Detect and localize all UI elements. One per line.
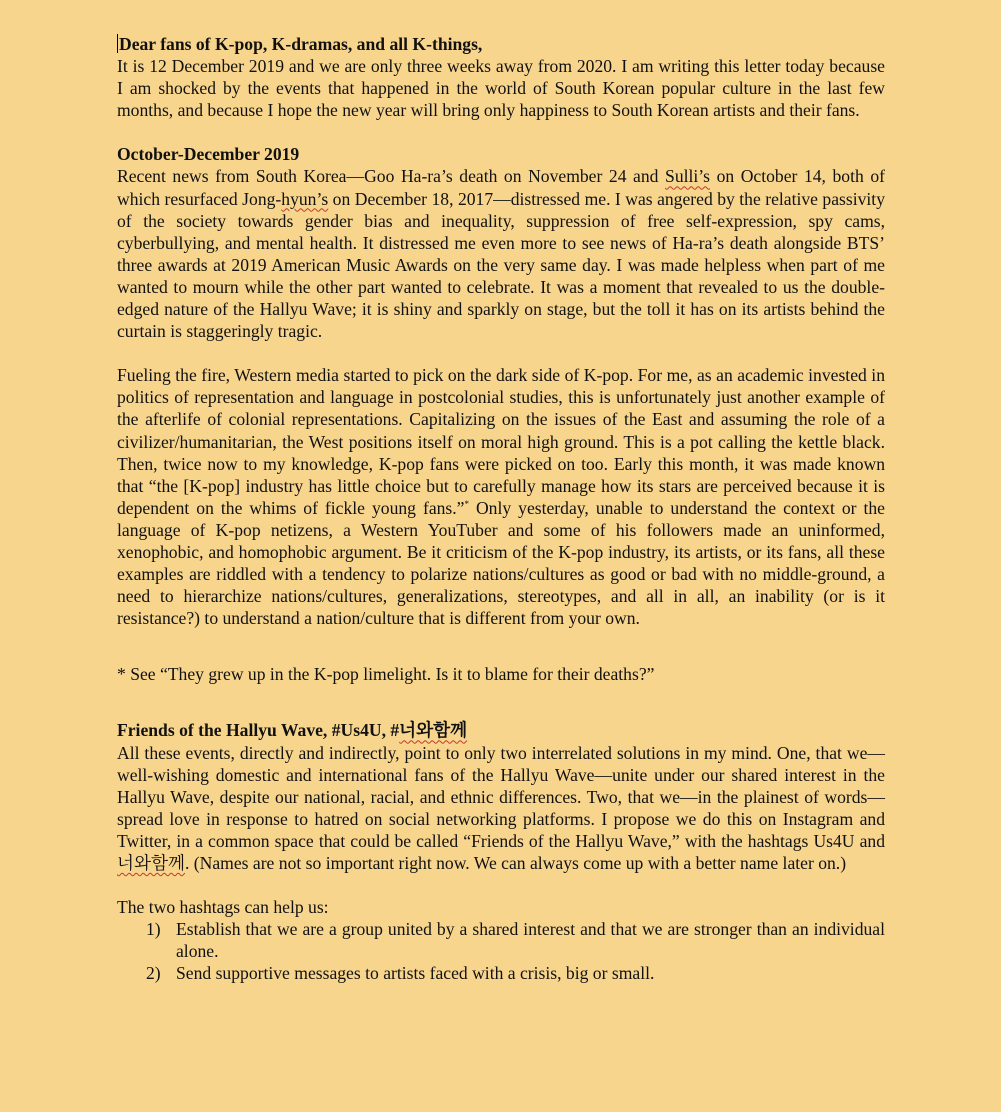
list-item	[117, 918, 885, 962]
list-number: 1)	[146, 919, 161, 940]
spacer	[117, 121, 885, 143]
salutation	[117, 33, 885, 55]
numbered-list	[117, 918, 885, 984]
spacer	[117, 342, 885, 364]
solutions-text-2: . (Names are not so important right now. We can always come up with a better name later on.)	[184, 853, 847, 873]
news-paragraph	[117, 165, 885, 342]
media-text-1: Fueling the fire, Western media started to pick on the dark side of K-pop. For me, as an academic invested in politics of representation and language in postcolonial studies, this is unfortunately just another example of the afterlife of colonial representations. Capitalizing on the issues of the East and assuming the role of a civilizer/humanitarian, the West positions itself on moral high ground. This is a pot calling the kettle black. Then, twice now to my knowledge, K-pop fans were picked on too. Early this month, it was made known that “the [K-pop] industry has little choice but to carefully manage how its stars are perceived because it is dependent on the whims of fickle young fans.”	[117, 365, 885, 518]
spacer	[117, 629, 885, 663]
solutions-paragraph	[117, 742, 885, 875]
news-text-3: on December 18, 2017—distressed me. I was angered by the relative passivity of the society towards gender bias and inequality, suppression of free self-expression, spy cams, cyberbullying, and mental health. It distressed me even more to see news of Ha-ra’s death alongside BTS’ three awards at 2019 American Music Awards on the very same day. I was made helpless when part of me wanted to mourn while the other part wanted to celebrate. It was a moment that revealed to us the double-edged nature of the Hallyu Wave; it is shiny and sparkly on stage, but the toll it has on its artists behind the curtain is staggeringly tragic.	[117, 188, 885, 342]
list-number: 2)	[146, 963, 161, 984]
news-text-2: on October 14, both of which resurfaced Jong-	[117, 166, 885, 209]
letter-body	[117, 33, 885, 984]
spellcheck-word-sulli[interactable]: Sulli’s	[665, 166, 711, 187]
section-heading-october-december: October-December 2019	[117, 144, 300, 165]
footnote: * See “They grew up in the K-pop limelight. Is it to blame for their deaths?”	[117, 664, 655, 685]
footnote-marker: *	[464, 498, 469, 509]
list-item-text: Establish that we are a group united by a shared interest and that we are stronger than an individual alone.	[176, 919, 885, 962]
spacer	[117, 874, 885, 896]
intro-paragraph: It is 12 December 2019 and we are only three weeks away from 2020. I am writing this letter today because I am shocked by the events that happened in the world of South Korean popular culture in the last few months, and because I hope the new year will bring only happiness to South Korean artists and their fans.	[117, 56, 885, 121]
spellcheck-word-hyun[interactable]: hyun’s	[281, 188, 329, 209]
section-heading-friends	[117, 719, 885, 741]
section-heading-text: Friends of the Hallyu Wave, #Us4U, #	[117, 720, 400, 741]
list-intro: The two hashtags can help us:	[117, 897, 329, 918]
text-cursor	[117, 34, 118, 53]
salutation-text: Dear fans of K-pop, K-dramas, and all K-things,	[119, 34, 483, 54]
solutions-text-1: All these events, directly and indirectly, point to only two interrelated solutions in my mind. One, that we—well-wishing domestic and international fans of the Hallyu Wave—unite under our shared interest in the Hallyu Wave, despite our national, racial, and ethnic differences. Two, that we—in the plainest of words—spread love in response to hatred on social networking platforms. I propose we do this on Instagram and Twitter, in a common space that could be called “Friends of the Hallyu Wave,” with the hashtags Us4U and	[117, 742, 885, 851]
list-item-text: Send supportive messages to artists faced with a crisis, big or small.	[176, 963, 655, 984]
news-text-1: Recent news from South Korea—Goo Ha-ra’s death on November 24 and	[117, 166, 666, 187]
list-item	[117, 962, 885, 984]
spellcheck-word-hashtag-inline[interactable]: 너와함께	[117, 853, 185, 873]
spacer	[117, 685, 885, 719]
media-paragraph	[117, 364, 885, 629]
spellcheck-word-hashtag[interactable]: 너와함께	[399, 720, 468, 741]
media-text-2: Only yesterday, unable to understand the context or the language of K-pop netizens, a Western YouTuber and some of his followers made an uninformed, xenophobic, and homophobic argument. Be it criticism of the K-pop industry, its artists, or its fans, all these examples are riddled with a tendency to polarize nations/cultures as good or bad with no middle-ground, a need to hierarchize nations/cultures, generalizations, stereotypes, and all in all, an inability (or is it resistance?) to understand a nation/culture that is different from your own.	[117, 497, 885, 629]
